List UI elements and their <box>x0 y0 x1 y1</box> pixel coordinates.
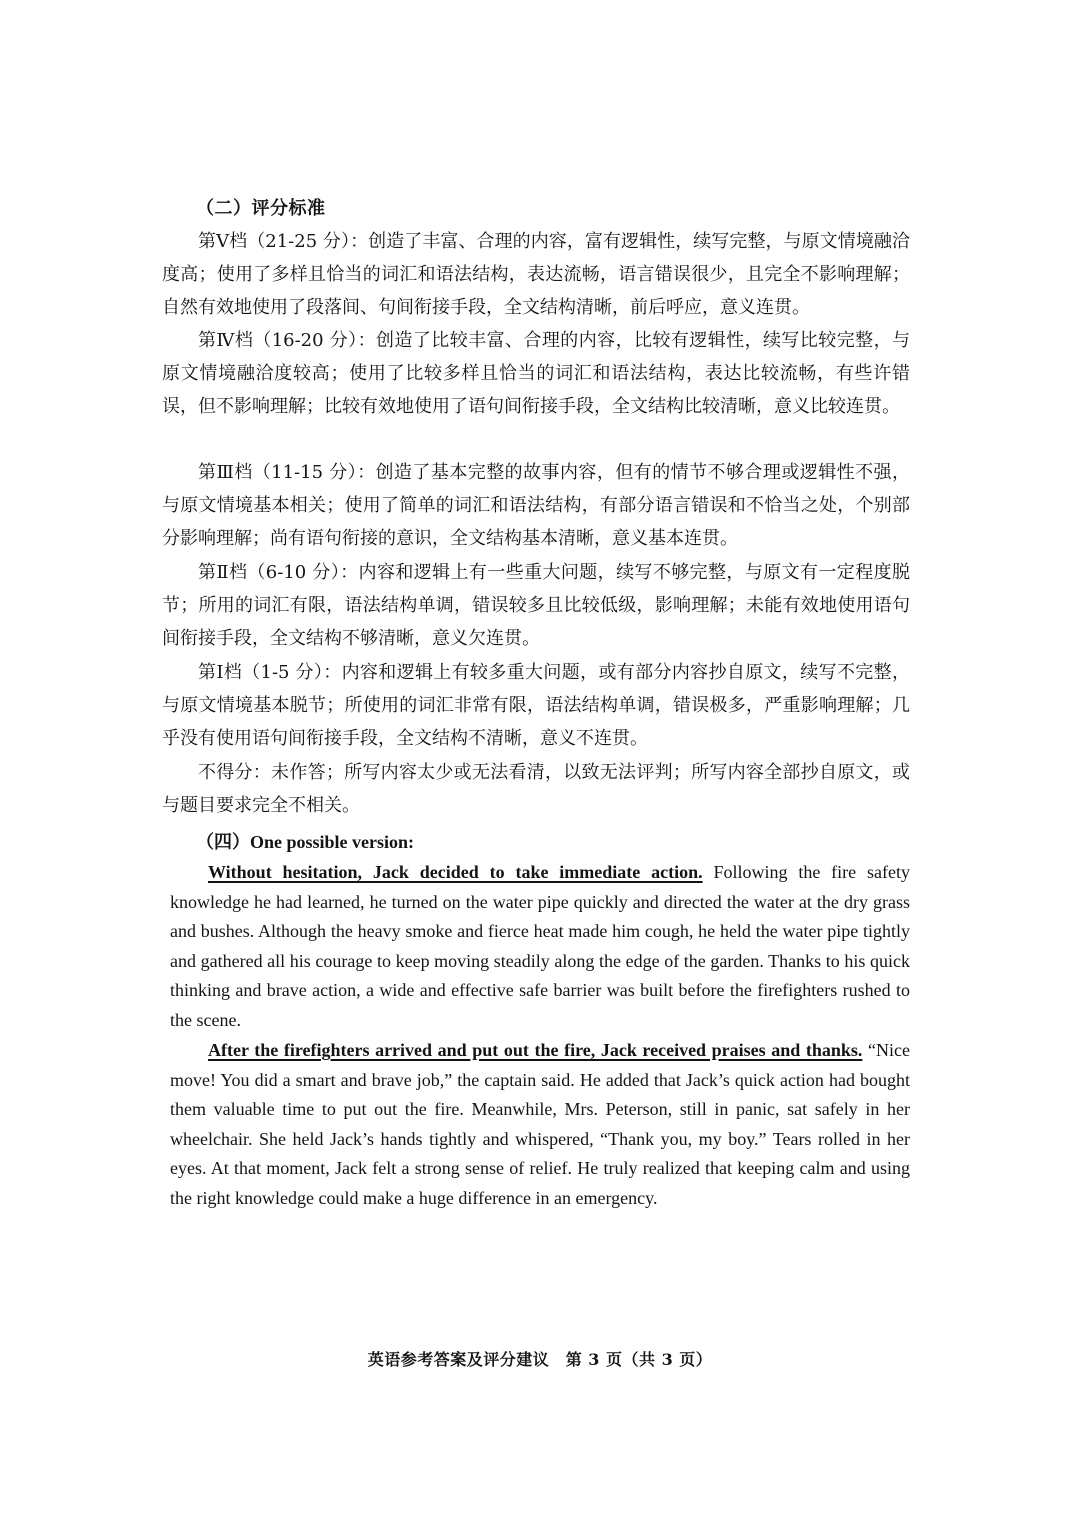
criteria-level-1: 第Ⅰ档（1-5 分）：内容和逻辑上有较多重大问题，或有部分内容抄自原文，续写不完整，与原文情境基本脱节；所使用的词汇非常有限，语法结构单调，错误极多，严重影响理解；几乎没有使用语句间衔接手段，全文结构不清晰，意义不连贯。 <box>162 662 910 749</box>
version-title <box>196 828 414 854</box>
criteria-level-4: 第Ⅳ档（16-20 分）：创造了比较丰富、合理的内容，比较有逻辑性，续写比较完整，与原文情境融洽度较高；使用了比较多样且恰当的词汇和语法结构，表达比较流畅，有些许错误，但不影响理解；比较有效地使用了语句间衔接手段，全文结构比较清晰，意义比较连贯。 <box>162 330 910 417</box>
paragraph-2-lead-sentence: After the firefighters arrived and put out the fire, Jack received praises and thanks. <box>208 1040 863 1060</box>
section-title: （二）评分标准 <box>196 198 326 219</box>
version-title-prefix: （四） <box>196 832 250 853</box>
version-paragraph-1 <box>170 858 910 1035</box>
criteria-level-5: 第Ⅴ档（21-25 分）：创造了丰富、合理的内容，富有逻辑性，续写完整，与原文情境融洽度高；使用了多样且恰当的词汇和语法结构，表达流畅，语言错误很少，且完全不影响理解；自然有效地使用了段落间、句间衔接手段，全文结构清晰，前后呼应，意义连贯。 <box>162 231 910 318</box>
paragraph-2-body: “Nice move! You did a smart and brave job,” the captain said. He added that Jack’s quick action had bought them valuable time to put out the fire. Meanwhile, Mrs. Peterson, still in panic, sat safely in her wheelchair. She held Jack’s hands tightly and whispered, “Thank you, my boy.” Tears rolled in her eyes. At that moment, Jack felt a strong sense of relief. He truly realized that keeping calm and using the right knowledge could make a huge difference in an emergency. <box>170 1040 910 1208</box>
criteria-level-2: 第Ⅱ档（6-10 分）：内容和逻辑上有一些重大问题，续写不够完整，与原文有一定程度脱节；所用的词汇有限，语法结构单调，错误较多且比较低级，影响理解；未能有效地使用语句间衔接手段，全文结构不够清晰，意义欠连贯。 <box>162 562 910 649</box>
version-paragraph-2 <box>170 1036 910 1213</box>
version-title-text: One possible version: <box>250 832 415 852</box>
criteria-level-3: 第Ⅲ档（11-15 分）：创造了基本完整的故事内容，但有的情节不够合理或逻辑性不强，与原文情境基本相关；使用了简单的词汇和语法结构，有部分语言错误和不恰当之处，个别部分影响理解；尚有语句衔接的意识，全文结构基本清晰，意义基本连贯。 <box>162 462 910 549</box>
paragraph-1-lead-sentence: Without hesitation, Jack decided to take immediate action. <box>208 862 703 882</box>
criteria-no-grade: 不得分：未作答；所写内容太少或无法看清，以致无法评判；所写内容全部抄自原文，或与题目要求完全不相关。 <box>162 762 910 816</box>
page-footer: 英语参考答案及评分建议 第 3 页（共 3 页） <box>367 1350 713 1369</box>
paragraph-1-body: Following the fire safety knowledge he had learned, he turned on the water pipe quickly and directed the water at the dry grass and bushes. Although the heavy smoke and fierce heat made him cough, he held the water pipe tightly and gathered all his courage to keep moving steadily along the edge of the garden. Thanks to his quick thinking and brave action, a wide and effective safe barrier was built before the firefighters rushed to the scene. <box>170 862 910 1030</box>
